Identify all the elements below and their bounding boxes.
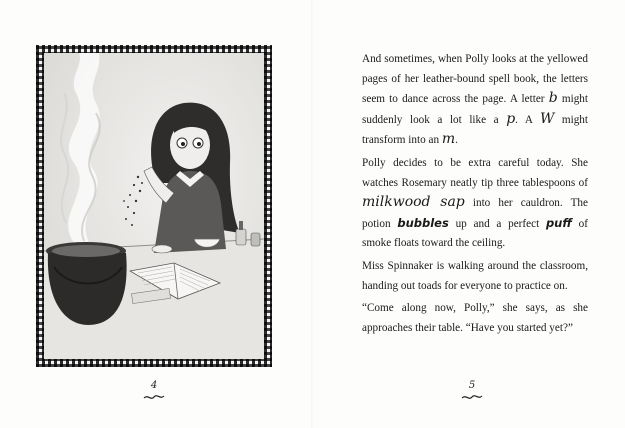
dancing-letter: m (441, 131, 456, 148)
styled-word: bubbles (397, 215, 449, 230)
text-run: And sometimes, when Polly looks at the yellowed pages of her leather-bound spell book, the letters seem to dance across the page. A letter (362, 53, 588, 106)
text-run: of smoke floats toward the ceiling. (362, 217, 589, 250)
text-run: Miss Spinnaker is walking around the classroom, handing out toads for everyone to practice on. (362, 259, 588, 292)
illustration (44, 53, 264, 359)
illustration-art (44, 53, 264, 359)
text-run: might suddenly look a lot like a (362, 93, 589, 126)
dancing-letter: W (539, 110, 555, 127)
text-run: . A (515, 113, 540, 126)
text-run: up and a perfect (448, 217, 546, 230)
flourish-icon (461, 393, 483, 401)
paragraph (362, 299, 588, 338)
illustration-frame (36, 45, 272, 367)
bottle (251, 233, 260, 246)
page-number-right: 5 (468, 380, 476, 391)
text-run: into her cauldron. The potion (362, 197, 588, 230)
page-text (362, 50, 588, 341)
styled-word: milkwood sap (362, 194, 465, 211)
flourish-icon (143, 393, 165, 401)
dancing-letter: b (548, 90, 558, 107)
paragraph (362, 257, 588, 296)
bottle (236, 229, 246, 245)
styled-word: puff (545, 215, 572, 230)
paragraph (362, 154, 588, 254)
page-number-left: 4 (150, 380, 158, 391)
text-run: Polly decides to be extra careful today. She watches Rosemary neatly tip three tablespoons of (362, 156, 588, 189)
girl-hand (152, 245, 172, 253)
book-gutter (311, 0, 313, 428)
text-run: “Come along now, Polly,” she says, as she approaches their table. “Have you started yet?” (362, 302, 588, 334)
text-run: might transform into an (362, 113, 589, 147)
text-run: . (455, 134, 458, 147)
paragraph (362, 50, 588, 151)
dancing-letter: p (506, 110, 516, 127)
